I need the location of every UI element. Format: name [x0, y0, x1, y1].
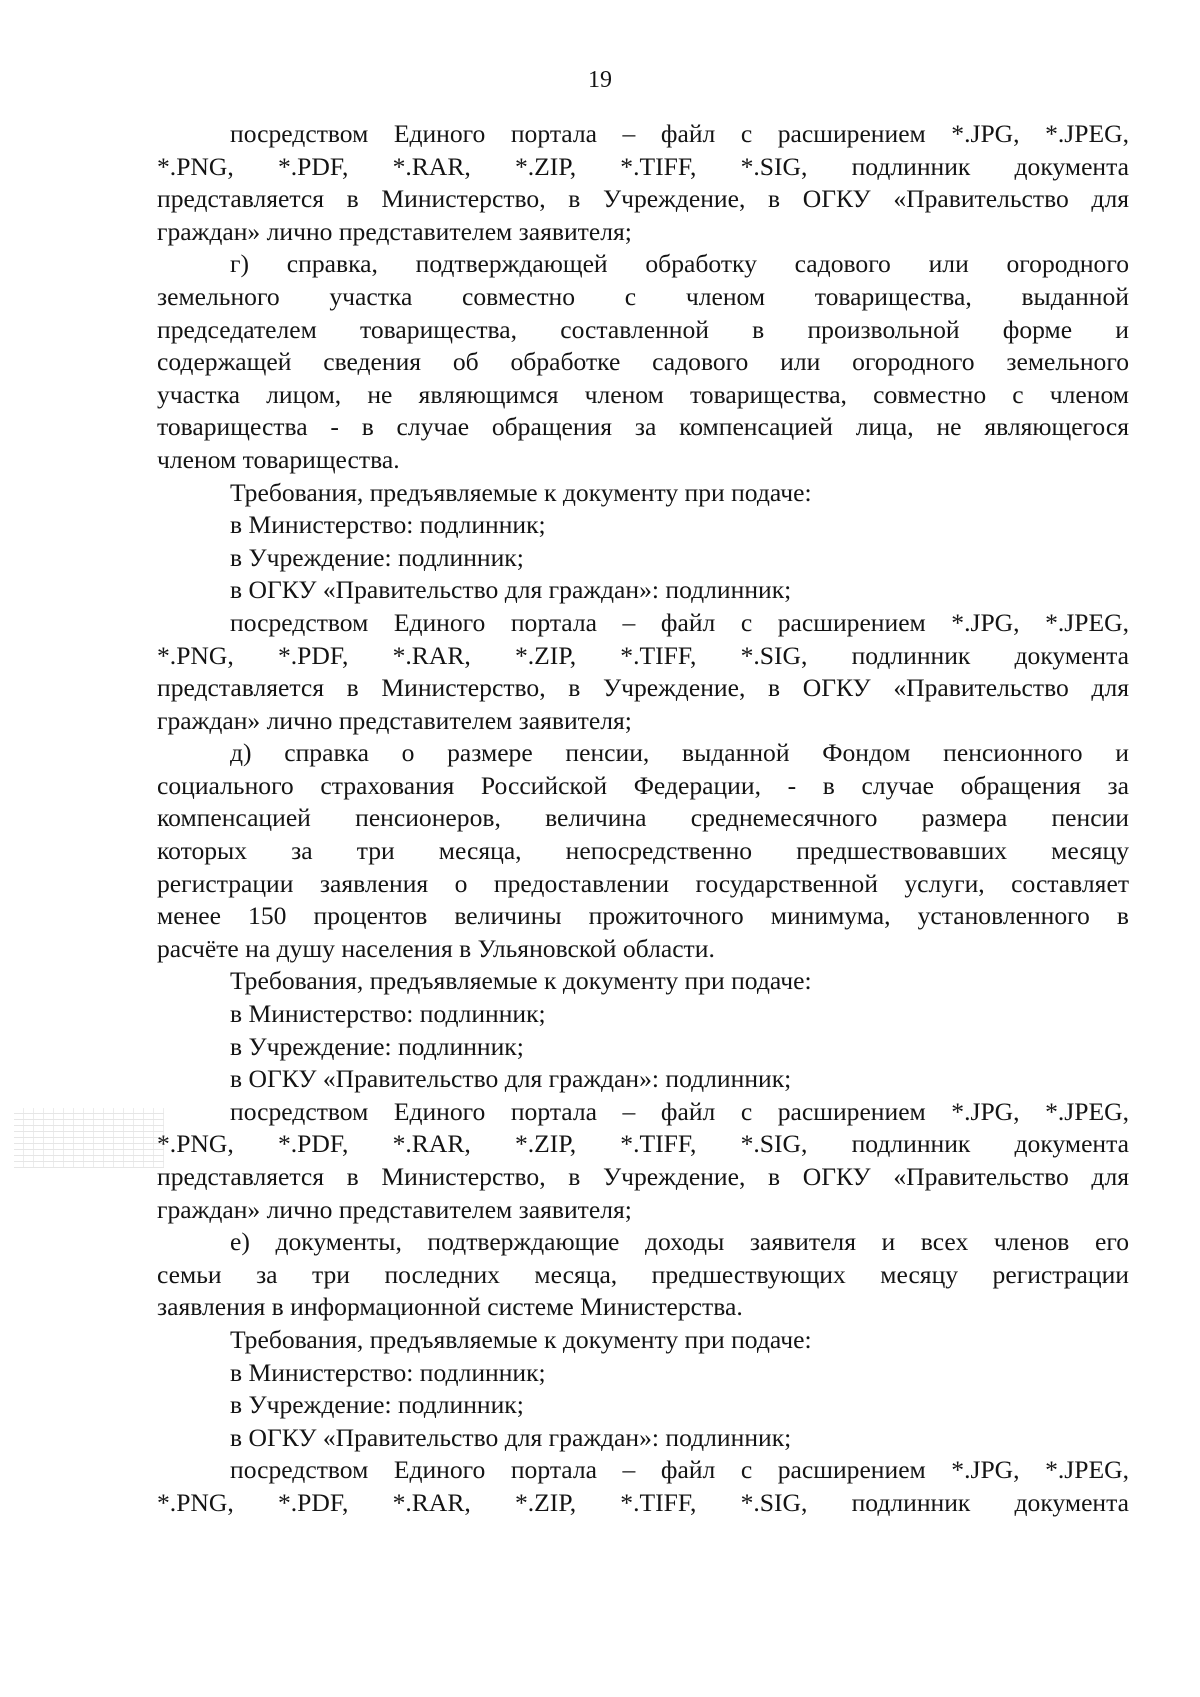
text-line: представляется в Министерство, в Учреждение, в ОГКУ «Правительство для	[157, 673, 1129, 703]
text-line: граждан» лично представителем заявителя;	[157, 705, 632, 735]
text-line: *.PNG, *.PDF, *.RAR, *.ZIP, *.TIFF, *.SIG, подлинник документа	[157, 1129, 1129, 1159]
text-line: в Министерство: подлинник;	[230, 1357, 546, 1387]
text-line: расчёте на душу населения в Ульяновской области.	[157, 933, 715, 963]
text-line: товарищества - в случае обращения за компенсацией лица, не являющегося	[157, 412, 1129, 442]
text-line: в Министерство: подлинник;	[230, 999, 546, 1029]
text-line: семьи за три последних месяца, предшествующих месяцу регистрации	[157, 1259, 1129, 1289]
text-line: в ОГКУ «Правительство для граждан»: подлинник;	[230, 1064, 792, 1094]
text-line: *.PNG, *.PDF, *.RAR, *.ZIP, *.TIFF, *.SIG, подлинник документа	[157, 151, 1129, 181]
text-line: граждан» лично представителем заявителя;	[157, 216, 632, 246]
text-line: г) справка, подтверждающей обработку садового или огородного	[230, 249, 1129, 279]
text-line: е) документы, подтверждающие доходы заявителя и всех членов его	[230, 1227, 1129, 1257]
scan-artifact	[14, 1108, 164, 1168]
text-line: представляется в Министерство, в Учреждение, в ОГКУ «Правительство для	[157, 184, 1129, 214]
text-line: заявления в информационной системе Министерства.	[157, 1292, 743, 1322]
text-line: в Учреждение: подлинник;	[230, 1390, 524, 1420]
text-line: посредством Единого портала – файл с расширением *.JPG, *.JPEG,	[230, 1096, 1129, 1126]
text-line: в ОГКУ «Правительство для граждан»: подлинник;	[230, 575, 792, 605]
text-line: регистрации заявления о предоставлении государственной услуги, составляет	[157, 868, 1129, 898]
text-line: *.PNG, *.PDF, *.RAR, *.ZIP, *.TIFF, *.SIG, подлинник документа	[157, 640, 1129, 670]
text-line: посредством Единого портала – файл с расширением *.JPG, *.JPEG,	[230, 1455, 1129, 1485]
text-line: д) справка о размере пенсии, выданной Фондом пенсионного и	[230, 738, 1129, 768]
text-line: в ОГКУ «Правительство для граждан»: подлинник;	[230, 1422, 792, 1452]
text-line: посредством Единого портала – файл с расширением *.JPG, *.JPEG,	[230, 607, 1129, 637]
text-line: Требования, предъявляемые к документу при подаче:	[230, 966, 812, 996]
text-line: граждан» лично представителем заявителя;	[157, 1194, 632, 1224]
text-line: земельного участка совместно с членом товарищества, выданной	[157, 281, 1129, 311]
text-line: содержащей сведения об обработке садового или огородного земельного	[157, 347, 1129, 377]
text-line: представляется в Министерство, в Учреждение, в ОГКУ «Правительство для	[157, 1162, 1129, 1191]
text-line: участка лицом, не являющимся членом товарищества, совместно с членом	[157, 379, 1129, 409]
text-line: в Учреждение: подлинник;	[230, 1031, 524, 1061]
text-line: компенсацией пенсионеров, величина среднемесячного размера пенсии	[157, 803, 1129, 833]
text-line: которых за три месяца, непосредственно предшествовавших месяцу	[157, 836, 1129, 866]
text-line: председателем товарищества, составленной в произвольной форме и	[157, 314, 1129, 344]
text-line: членом товарищества.	[157, 444, 400, 474]
text-line: Требования, предъявляемые к документу при подаче:	[230, 477, 812, 507]
page-number: 19	[588, 67, 612, 93]
text-line: посредством Единого портала – файл с расширением *.JPG, *.JPEG,	[230, 119, 1129, 148]
document-body	[157, 118, 1129, 1520]
text-line: социального страхования Российской Федерации, - в случае обращения за	[157, 770, 1129, 800]
text-line: в Учреждение: подлинник;	[230, 542, 524, 572]
text-line: менее 150 процентов величины прожиточного минимума, установленного в	[157, 901, 1129, 931]
text-line: в Министерство: подлинник;	[230, 510, 546, 540]
text-line: Требования, предъявляемые к документу при подаче:	[230, 1324, 812, 1354]
text-line: *.PNG, *.PDF, *.RAR, *.ZIP, *.TIFF, *.SIG, подлинник документа	[157, 1487, 1129, 1517]
